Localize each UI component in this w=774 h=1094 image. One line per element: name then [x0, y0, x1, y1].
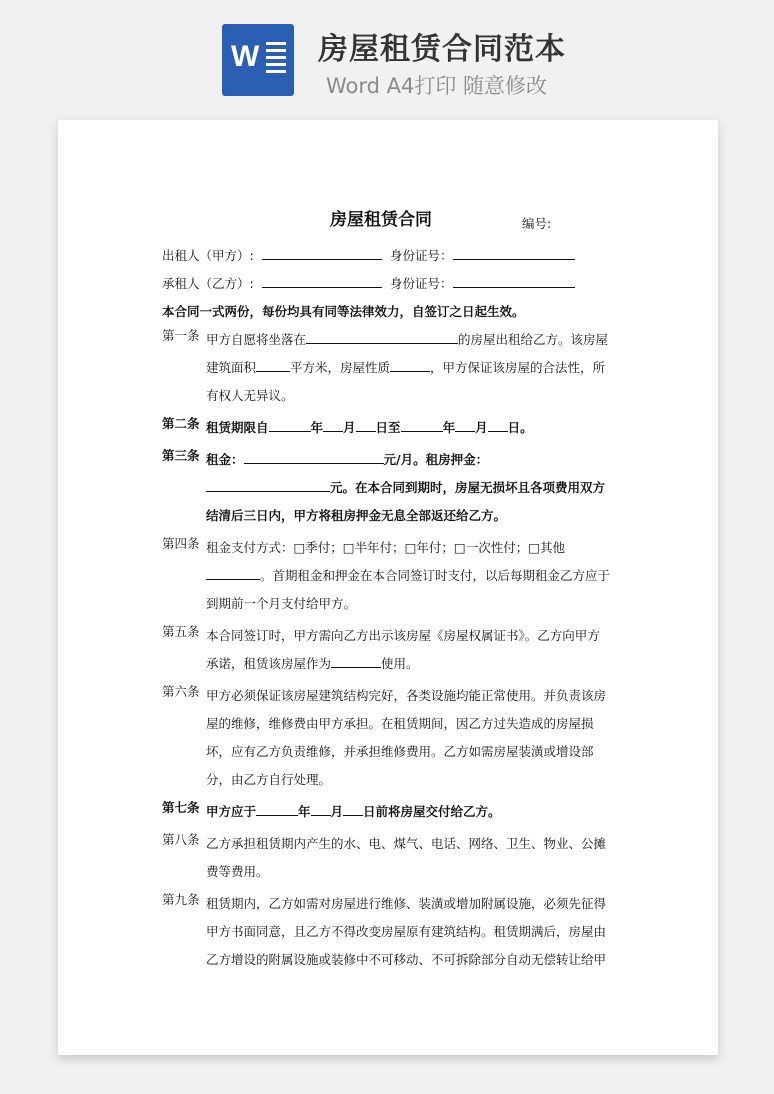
lessee-id-blank [453, 274, 575, 288]
clause-1: 第一条 甲方自愿将坐落在 的房屋出租给乙方。该房屋建筑面积 平方米，房屋性质 ，甲方保证该房屋的合法性，所有权人无异议。 [162, 328, 609, 403]
page-header [0, 0, 774, 110]
lessor-id-blank [453, 246, 575, 260]
lessor-id-label: 身份证号： [390, 248, 453, 263]
clause-4: 第四条 租金支付方式：□季付；□半年付；□年付；□一次性付；□其他。首期租金和押金在本合同签订时支付，以后每期租金乙方应于到期前一个月支付给甲方。 [162, 536, 611, 611]
lessee-name-blank [262, 274, 382, 288]
clause-5: 第五条 本合同签订时，甲方需向乙方出示该房屋《房屋权属证书》。乙方向甲方承诺，租赁该房屋作为 使用。 [162, 624, 600, 671]
lessee-id-label: 身份证号： [390, 276, 453, 291]
word-icon: W [222, 24, 294, 96]
page-subtitle: Word A4打印 随意修改 [326, 74, 548, 98]
lessor-name-blank [262, 246, 382, 260]
document-page [58, 120, 718, 1055]
page-title: 房屋租赁合同范本 [318, 32, 566, 67]
clause-6: 第六条 甲方必须保证该房屋建筑结构完好，各类设施均能正常使用。并负责该房屋的维修，维修费由甲方承担。在租赁期间，因乙方过失造成的房屋损坏，应有乙方负责维修，并承担维修费用。乙方如需房屋装潢或增设部分，由乙方自行处理。 [162, 684, 607, 787]
lessee-row [162, 274, 612, 294]
contract-notice: 本合同一式两份，每份均具有同等法律效力，自签订之日起生效。 [162, 304, 525, 319]
clause-3: 第三条 租金： 元/月。租房押金：元。在本合同到期时，房屋无损坏且各项费用双方结清后三日内，甲方将租房押金无息全部返还给乙方。 [162, 448, 606, 523]
document-body [162, 210, 612, 982]
clause-2: 第二条 租赁期限自 年 月 日至 年 月 日。 [162, 416, 533, 435]
clause-7: 第七条 甲方应于 年 月 日前将房屋交付给乙方。 [162, 800, 501, 819]
lessor-label: 出租人（甲方）: [162, 248, 254, 263]
lessor-row [162, 246, 612, 266]
clause-9: 第九条 租赁期内，乙方如需对房屋进行维修、装潢或增加附属设施，必须先征得甲方书面同意，且乙方不得改变房屋原有建筑结构。租赁期满后，房屋由乙方增设的附属设施或装修中不可移动、不可拆除部分自动无偿转让给甲 [162, 892, 607, 967]
contract-number-label: 编号: [522, 216, 552, 231]
contract-title: 房屋租赁合同 [330, 210, 432, 230]
lessee-label: 承租人（乙方）: [162, 276, 254, 291]
clause-8: 第八条 乙方承担租赁期内产生的水、电、煤气、电话、网络、卫生、物业、公摊费等费用。 [162, 832, 607, 879]
